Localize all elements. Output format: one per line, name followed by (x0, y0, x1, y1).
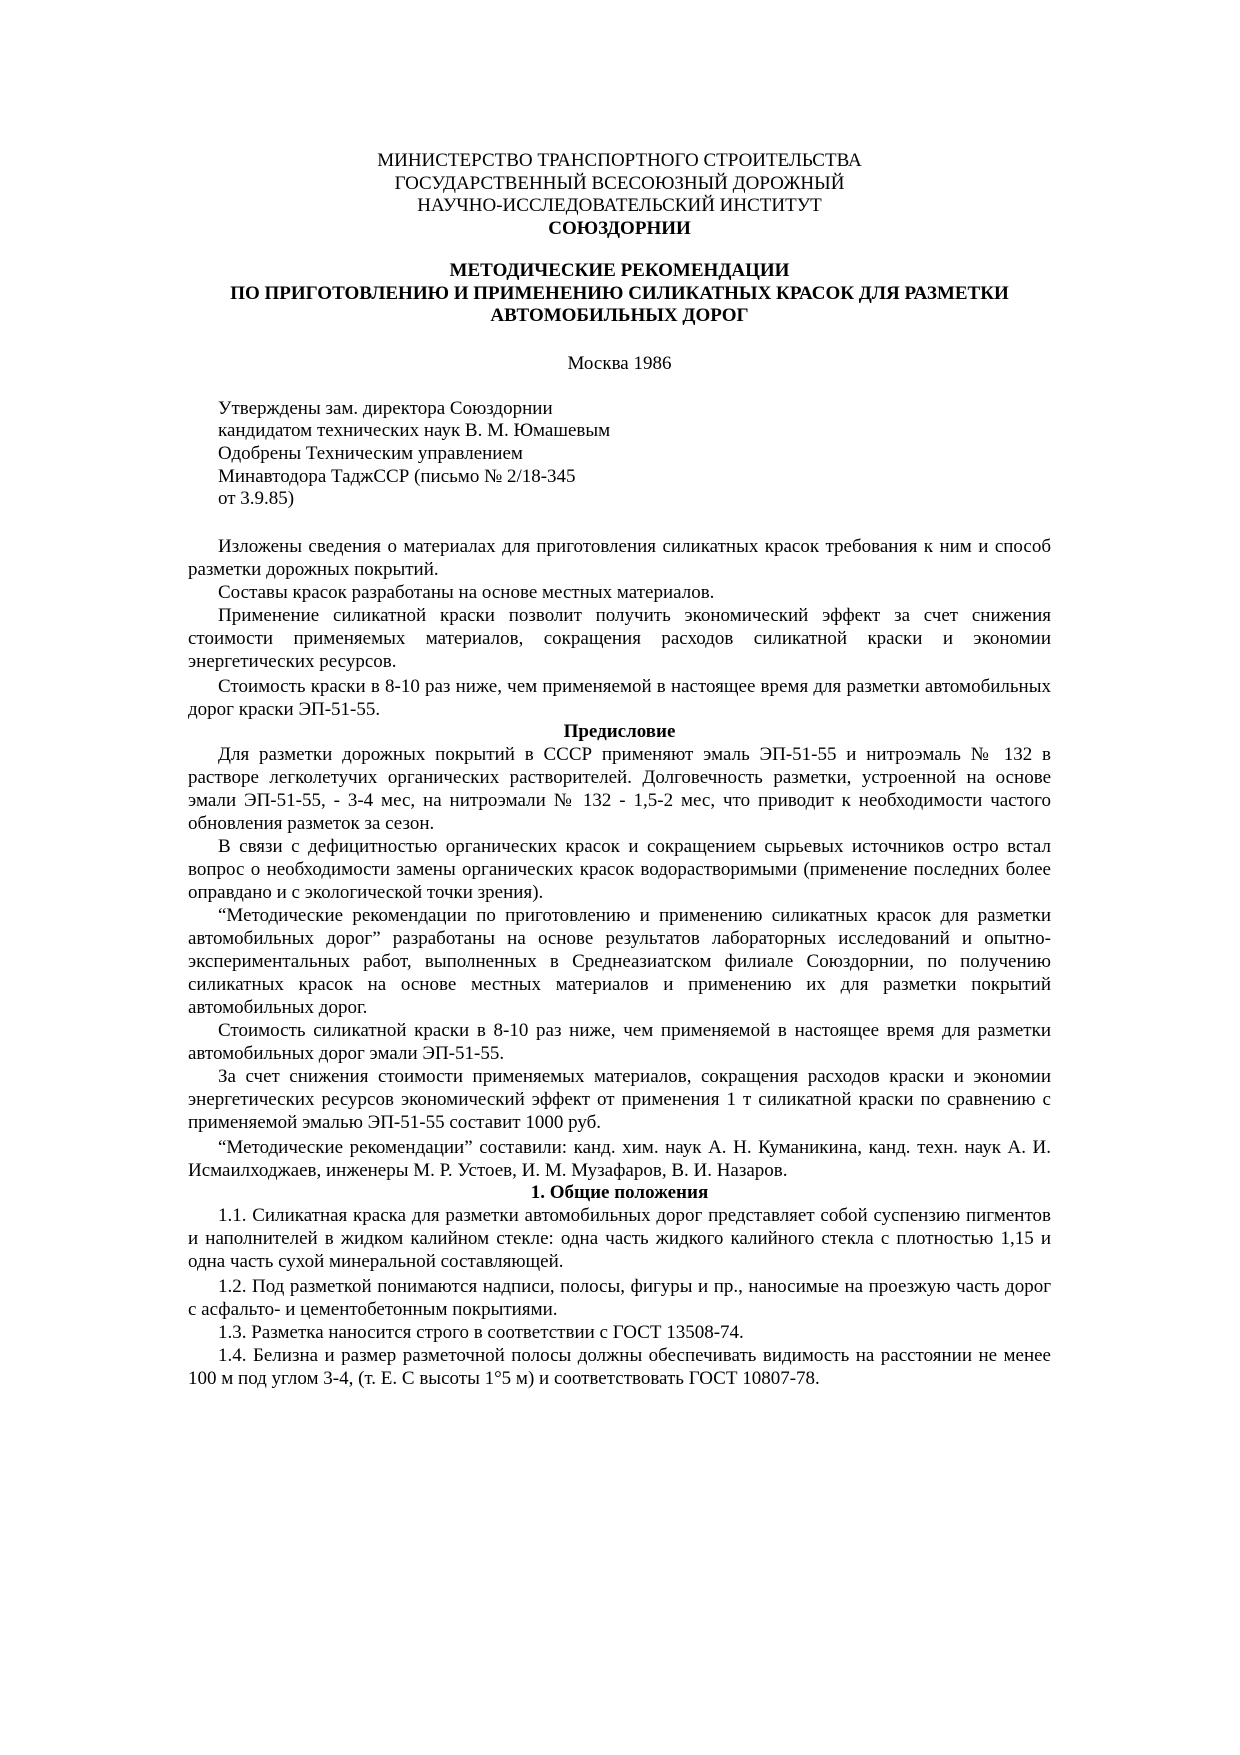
provision-paragraph: 1.3. Разметка наносится строго в соответствии с ГОСТ 13508-74. (218, 1322, 744, 1344)
institute-line-2: НАУЧНО-ИССЛЕДОВАТЕЛЬСКИЙ ИНСТИТУТ (417, 195, 822, 216)
approval-line: Утверждены зам. директора Союздорнии (218, 397, 553, 419)
annotation-paragraph: Стоимость краски в 8-10 раз ниже, чем применяемой в настоящее время для разметки автомобильных дорог краски ЭП-51-55. (188, 676, 1051, 721)
approval-line: кандидатом технических наук В. М. Юмашевым (218, 420, 611, 442)
provision-paragraph: 1.2. Под разметкой понимаются надписи, полосы, фигуры и пр., наносимые на проезжую часть дорог с асфальто- и цементобетонным покрытиями. (188, 1276, 1051, 1321)
approval-line: Одобрены Техническим управлением (218, 442, 523, 464)
document-header (188, 150, 1051, 240)
annotation-paragraph: Применение силикатной краски позволит получить экономический эффект за счет снижения стоимости применяемых материалов, сокращения расходов силикатной краски и экономии энергетических ресурсов. (188, 605, 1051, 673)
annotation-paragraph: Изложены сведения о материалах для приготовления силикатных красок требования к ним и способ разметки дорожных покрытий. (188, 536, 1051, 581)
annotation-block (188, 535, 1051, 721)
approval-block (188, 398, 1051, 512)
annotation-paragraph: Составы красок разработаны на основе местных материалов. (218, 582, 715, 604)
document-page (188, 150, 1051, 1390)
ministry-line: МИНИСТЕРСТВО ТРАНСПОРТНОГО СТРОИТЕЛЬСТВА (377, 150, 862, 171)
provision-paragraph: 1.1. Силикатная краска для разметки автомобильных дорог представляет собой суспензию пигментов и наполнителей в жидком калийном стекле: одна часть жидкого калийного стекла с плотностью 1,15 и одна часть сухой минеральной составляющей. (188, 1205, 1051, 1273)
preface-paragraph: “Методические рекомендации по приготовлению и применению силикатных красок для разметки автомобильных дорог” разработаны на основе результатов лабораторных исследований и опытно-экспериментальных работ, выполненных в Среднеазиатском филиале Союздорнии, по получению силикатных красок на основе местных материалов и применению их для разметки покрытий автомобильных дорог. (188, 905, 1051, 1019)
approval-line: Минавтодора ТаджССР (письмо № 2/18-345 (218, 465, 576, 487)
preface-section (188, 743, 1051, 1182)
preface-paragraph: Стоимость силикатной краски в 8-10 раз ниже, чем применяемой в настоящее время для разметки автомобильных дорог эмали ЭП-51-55. (188, 1020, 1051, 1065)
organization-name: СОЮЗДОРНИИ (548, 217, 691, 239)
preface-paragraph: “Методические рекомендации” составили: канд. хим. наук А. Н. Куманикина, канд. техн. наук А. И. Исмаилходжаев, инженеры М. Р. Устоев, И. М. Музафаров, В. И. Назаров. (188, 1137, 1051, 1182)
title-line-2: ПО ПРИГОТОВЛЕНИЮ И ПРИМЕНЕНИЮ СИЛИКАТНЫХ КРАСОК ДЛЯ РАЗМЕТКИ (230, 282, 1009, 304)
preface-paragraph: За счет снижения стоимости применяемых материалов, сокращения расходов краски и экономии энергетических ресурсов экономический эффект от применения 1 т силикатной краски по сравнению с применяемой эмалью ЭП-51-55 составит 1000 руб. (188, 1066, 1051, 1134)
preface-heading: Предисловие (563, 721, 676, 743)
title-line-3: АВТОМОБИЛЬНЫХ ДОРОГ (490, 305, 749, 326)
provision-paragraph: 1.4. Белизна и размер разметочной полосы должны обеспечивать видимость на расстоянии не менее 100 м под углом 3-4, (т. Е. С высоты 1°5 м) и соответствовать ГОСТ 10807-78. (188, 1345, 1051, 1390)
general-provisions-section (188, 1204, 1051, 1390)
approval-line: от 3.9.85) (218, 488, 295, 510)
preface-paragraph: В связи с дефицитностью органических красок и сокращением сырьевых источников остро встал вопрос о необходимости замены органических красок водорастворимыми (применение последних более оправдано и с экологической точки зрения). (188, 836, 1051, 904)
document-title (188, 260, 1051, 328)
city-year: Москва 1986 (567, 352, 672, 374)
preface-paragraph: Для разметки дорожных покрытий в СССР применяют эмаль ЭП-51-55 и нитроэмаль № 132 в растворе легколетучих органических растворителей. Долговечность разметки, устроенной на основе эмали ЭП-51-55, - 3-4 мес, на нитроэмали № 132 - 1,5-2 мес, что приводит к необходимости частого обновления разметок за сезон. (188, 744, 1051, 835)
title-line-1: МЕТОДИЧЕСКИЕ РЕКОМЕНДАЦИИ (449, 260, 790, 281)
general-provisions-heading: 1. Общие положения (530, 1182, 709, 1204)
institute-line-1: ГОСУДАРСТВЕННЫЙ ВСЕСОЮЗНЫЙ ДОРОЖНЫЙ (394, 172, 845, 194)
